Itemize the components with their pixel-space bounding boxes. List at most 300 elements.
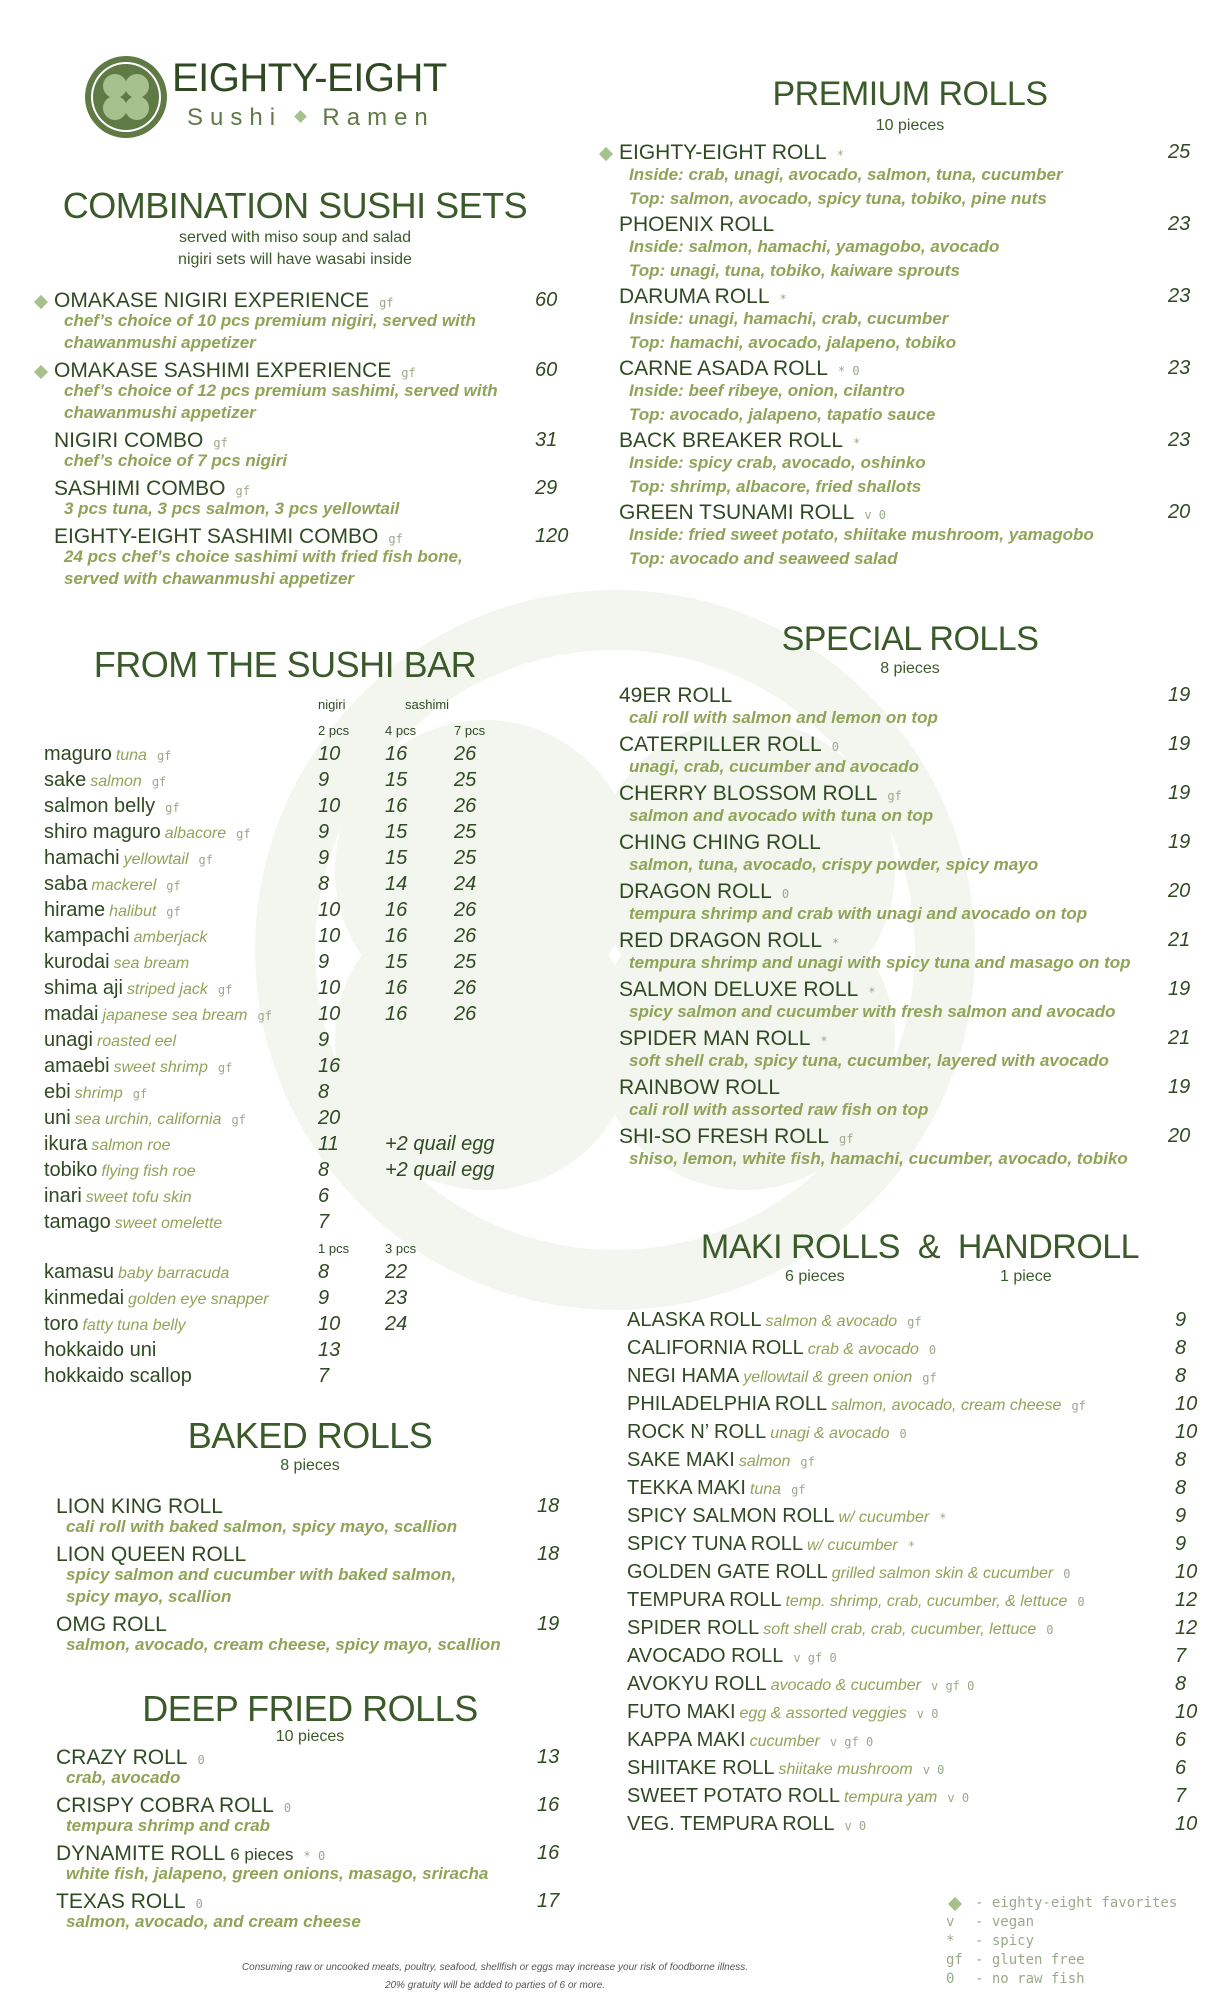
maki-item-description: w/ cucumber — [807, 1537, 898, 1554]
sushi-english: golden eye snapper — [128, 1291, 269, 1308]
item-name — [56, 1543, 246, 1567]
maki-item-tags: gf — [1071, 1399, 1086, 1413]
item-name — [619, 831, 821, 855]
sushi-bar-item — [44, 873, 181, 896]
maki-item-price: 8 — [1175, 1365, 1187, 1387]
sushi-name: hirame — [44, 899, 106, 921]
maki-item-name — [627, 1365, 937, 1388]
sushi-name: hamachi — [44, 847, 120, 869]
item-name-text: EIGHTY-EIGHT SASHIMI COMBO — [54, 525, 379, 548]
maki-item-tags: 0 — [1063, 1567, 1071, 1581]
col-head-nigiri: nigiri — [318, 697, 346, 712]
price-1pc: 9 — [318, 1287, 330, 1309]
price-sashimi-7: 25 — [454, 769, 477, 791]
sushi-tags: gf — [236, 827, 251, 841]
sushi-name: saba — [44, 873, 88, 895]
sushi-bar-item — [44, 743, 171, 766]
price-nigiri: 8 — [318, 1081, 330, 1103]
item-description: crab, avocado — [66, 1768, 181, 1787]
sushi-tags: gf — [165, 801, 180, 815]
item-price: 23 — [1168, 429, 1191, 451]
maki-item-tags: v gf 0 — [829, 1735, 874, 1749]
item-name-text: DYNAMITE ROLL — [56, 1842, 226, 1865]
price-nigiri: 6 — [318, 1185, 330, 1207]
item-price: 21 — [1168, 929, 1191, 951]
legend-symbol: gf — [946, 1952, 963, 1968]
col-head-2pcs: 2 pcs — [318, 723, 350, 738]
item-name — [54, 525, 403, 549]
sushi-bar-item — [44, 1339, 156, 1362]
item-description-2: Top: avocado and seaweed salad — [629, 549, 898, 568]
price-sashimi-4: 16 — [385, 899, 408, 921]
item-name — [619, 782, 902, 806]
maki-item-price: 12 — [1175, 1589, 1198, 1611]
price-sashimi-7: 25 — [454, 951, 477, 973]
price-sashimi-7: 25 — [454, 821, 477, 843]
legend-text: - eighty-eight favorites — [975, 1895, 1178, 1911]
item-description: Inside: crab, unagi, avocado, salmon, tuna, cucumber — [629, 165, 1063, 184]
item-tags: gf — [379, 296, 394, 310]
favorite-diamond-icon — [948, 1897, 962, 1911]
maki-item-name-text: ALASKA ROLL — [627, 1309, 762, 1331]
favorite-diamond-icon — [34, 295, 48, 309]
item-tags: gf — [388, 532, 403, 546]
item-description-2: spicy mayo, scallion — [66, 1587, 232, 1606]
legend-text: - vegan — [975, 1914, 1035, 1930]
item-tags: gf — [213, 436, 228, 450]
maki-item-name-text: TEMPURA ROLL — [627, 1589, 782, 1611]
sushi-tags: gf — [198, 853, 213, 867]
legend-text: - spicy — [975, 1933, 1035, 1949]
sushi-bar-item — [44, 1261, 229, 1284]
item-description: Inside: spicy crab, avocado, oshinko — [629, 453, 926, 472]
price-1pc: 10 — [318, 1313, 341, 1335]
price-3pc: 22 — [385, 1261, 408, 1283]
item-name — [54, 359, 416, 383]
item-name-text: LION QUEEN ROLL — [56, 1543, 247, 1566]
item-description-2: Top: hamachi, avocado, jalapeno, tobiko — [629, 333, 957, 352]
item-name — [56, 1613, 167, 1637]
item-tags: * — [779, 292, 787, 306]
item-price: 19 — [1168, 782, 1191, 804]
maki-item-name — [627, 1701, 938, 1724]
tagline-sushi: Sushi — [187, 104, 283, 131]
item-price: 19 — [1168, 733, 1191, 755]
price-sashimi-4: 16 — [385, 1003, 408, 1025]
item-price: 17 — [537, 1890, 560, 1912]
item-description: tempura shrimp and unagi with spicy tuna and masago on top — [629, 953, 1131, 972]
item-name — [619, 285, 787, 309]
sushi-english: sweet tofu skin — [85, 1189, 192, 1206]
price-1pc: 7 — [318, 1365, 330, 1387]
price-sashimi-4: +2 quail egg — [385, 1159, 495, 1181]
footer-gratuity: 20% gratuity will be added to parties of 6 or more. — [384, 1980, 606, 1991]
item-description: tempura shrimp and crab — [66, 1816, 271, 1835]
maki-item-description: cucumber — [749, 1733, 820, 1750]
item-description: salmon, avocado, and cream cheese — [66, 1912, 361, 1931]
item-description-2: Top: avocado, jalapeno, tapatio sauce — [629, 405, 936, 424]
item-name — [56, 1746, 205, 1770]
item-name — [619, 1125, 854, 1149]
sushi-english: baby barracuda — [118, 1265, 230, 1282]
sushi-name: tamago — [44, 1211, 111, 1233]
maki-item-price: 8 — [1175, 1449, 1187, 1471]
item-name-text: GREEN TSUNAMI ROLL — [619, 501, 855, 524]
item-price: 19 — [1168, 684, 1191, 706]
maki-item-description: salmon — [738, 1453, 791, 1470]
sushi-name: kinmedai — [44, 1287, 125, 1309]
item-description: salmon and avocado with tuna on top — [629, 806, 934, 825]
maki-item-name-text: SAKE MAKI — [627, 1449, 735, 1471]
item-description: Inside: salmon, hamachi, yamagobo, avocado — [629, 237, 1000, 256]
maki-item-price: 10 — [1175, 1421, 1198, 1443]
special-sub: 8 pieces — [880, 660, 940, 677]
favorite-diamond-icon — [599, 147, 613, 161]
combination-sub1: served with miso soup and salad — [178, 229, 412, 246]
price-sashimi-4: 15 — [385, 951, 408, 973]
item-name — [56, 1890, 203, 1914]
sushi-tags: gf — [166, 879, 181, 893]
maki-item-name-text: PHILADELPHIA ROLL — [627, 1393, 828, 1415]
sushi-bar-item — [44, 1029, 176, 1052]
price-nigiri: 9 — [318, 821, 330, 843]
maki-item-price: 7 — [1175, 1785, 1187, 1807]
deep-fried-title: DEEP FRIED ROLLS — [142, 1688, 478, 1729]
maki-item-name-text: NEGI HAMA — [627, 1365, 740, 1387]
item-name — [619, 213, 774, 237]
maki-item-price: 7 — [1175, 1645, 1187, 1667]
item-name — [619, 357, 860, 381]
maki-item-price: 8 — [1175, 1337, 1187, 1359]
item-tags: 0 — [831, 740, 839, 754]
price-nigiri: 10 — [318, 1003, 341, 1025]
maki-item-description: w/ cucumber — [838, 1509, 930, 1526]
sushi-english: mackerel — [91, 877, 157, 894]
item-price: 31 — [535, 429, 558, 451]
col-head-7pcs: 7 pcs — [454, 723, 486, 738]
combination-title: COMBINATION SUSHI SETS — [62, 185, 528, 226]
item-description: 3 pcs tuna, 3 pcs salmon, 3 pcs yellowtail — [64, 499, 400, 518]
item-description: chef’s choice of 12 pcs premium sashimi, served with — [64, 381, 498, 400]
maki-item-name-text: KAPPA MAKI — [627, 1729, 746, 1751]
item-name — [54, 289, 394, 313]
item-price: 60 — [535, 359, 558, 381]
item-description: Inside: unagi, hamachi, crab, cucumber — [629, 309, 949, 328]
item-description-2: chawanmushi appetizer — [64, 333, 256, 352]
price-nigiri: 10 — [318, 899, 341, 921]
maki-item-price: 10 — [1175, 1813, 1198, 1835]
sushi-bar-item — [44, 1159, 196, 1182]
maki-item-price: 9 — [1175, 1505, 1187, 1527]
sushi-bar-title: FROM THE SUSHI BAR — [93, 644, 477, 685]
sushi-english: sea urchin, california — [74, 1111, 222, 1128]
maki-item-price: 6 — [1175, 1757, 1187, 1779]
item-description-2: Top: unagi, tuna, tobiko, kaiware sprouts — [629, 261, 960, 280]
col-head-3pcs: 3 pcs — [385, 1241, 417, 1256]
maki-item-description: grilled salmon skin & cucumber — [831, 1565, 1054, 1582]
price-nigiri: 9 — [318, 1029, 330, 1051]
maki-item-name-text: CALIFORNIA ROLL — [627, 1337, 804, 1359]
sushi-name: kampachi — [44, 925, 130, 947]
price-sashimi-4: 16 — [385, 925, 408, 947]
item-price: 25 — [1168, 141, 1191, 163]
maki-item-name-text: TEKKA MAKI — [627, 1477, 746, 1499]
maki-item-tags: v 0 — [916, 1707, 939, 1721]
item-name — [619, 501, 886, 525]
price-sashimi-4: 16 — [385, 795, 408, 817]
item-tags: gf — [401, 366, 416, 380]
item-name — [54, 477, 250, 501]
item-description: cali roll with salmon and lemon on top — [629, 708, 938, 727]
maki-item-name — [627, 1561, 1070, 1584]
maki-item-tags: v gf 0 — [931, 1679, 975, 1693]
price-nigiri: 7 — [318, 1211, 330, 1233]
sushi-tags: gf — [156, 749, 172, 763]
maki-title: MAKI ROLLS & HANDROLL — [700, 1228, 1140, 1266]
maki-item-description: temp. shrimp, crab, cucumber, & lettuce — [785, 1593, 1068, 1610]
item-description: unagi, crab, cucumber and avocado — [629, 757, 920, 776]
item-name — [619, 1027, 828, 1051]
item-description-2: Top: shrimp, albacore, fried shallots — [629, 477, 922, 496]
sushi-bar-item — [44, 769, 166, 792]
legend-text: - gluten free — [975, 1952, 1085, 1968]
maki-item-name — [627, 1505, 946, 1528]
maki-item-price: 10 — [1175, 1561, 1198, 1583]
sushi-bar-item — [44, 1055, 232, 1078]
maki-sub1: 6 pieces — [785, 1268, 845, 1285]
item-price: 23 — [1168, 213, 1191, 235]
premium-title: PREMIUM ROLLS — [772, 75, 1048, 113]
sushi-bar-item — [44, 847, 213, 870]
maki-item-description: unagi & avocado — [770, 1425, 890, 1442]
item-name-text: DRAGON ROLL — [619, 880, 772, 903]
item-name-text: RED DRAGON ROLL — [619, 929, 823, 952]
maki-item-name-text: AVOKYU ROLL — [627, 1673, 767, 1695]
brand-logo — [84, 55, 168, 139]
item-name-text: BACK BREAKER ROLL — [619, 429, 844, 452]
item-name-text: NIGIRI COMBO — [54, 429, 204, 452]
sushi-bar-item — [44, 1287, 269, 1310]
sushi-bar-item — [44, 1365, 192, 1388]
item-price: 23 — [1168, 285, 1191, 307]
item-description-2: served with chawanmushi appetizer — [64, 569, 355, 588]
maki-item-name-text: SPIDER ROLL — [627, 1617, 760, 1639]
price-nigiri: 11 — [318, 1133, 339, 1155]
maki-item-tags: gf — [791, 1483, 806, 1497]
item-portion: 6 pieces — [230, 1845, 294, 1864]
item-name — [619, 1076, 780, 1100]
price-nigiri: 10 — [318, 977, 341, 999]
item-tags: v 0 — [864, 508, 887, 522]
sushi-english: albacore — [164, 825, 227, 842]
price-nigiri: 10 — [318, 743, 341, 765]
maki-item-name — [627, 1617, 1054, 1640]
item-description: Inside: fried sweet potato, shiitake mushroom, yamagobo — [629, 525, 1094, 544]
item-description: spicy salmon and cucumber with baked salmon, — [66, 1565, 457, 1584]
item-price: 13 — [537, 1746, 560, 1768]
item-name — [619, 880, 789, 904]
price-sashimi-4: +2 quail egg — [385, 1133, 495, 1155]
sushi-name: uni — [44, 1107, 71, 1129]
price-nigiri: 10 — [318, 795, 341, 817]
item-name — [54, 429, 228, 453]
price-sashimi-7: 26 — [454, 899, 477, 921]
maki-item-name-text: SHIITAKE ROLL — [627, 1757, 775, 1779]
maki-item-price: 9 — [1175, 1309, 1187, 1331]
maki-item-name-text: VEG. TEMPURA ROLL — [627, 1813, 835, 1835]
maki-item-name — [627, 1533, 915, 1556]
tagline-ramen: Ramen — [322, 104, 435, 131]
maki-item-tags: * — [939, 1511, 947, 1525]
maki-item-tags: 0 — [1077, 1595, 1085, 1609]
price-sashimi-7: 26 — [454, 795, 477, 817]
item-name — [619, 429, 860, 453]
sushi-bar-item — [44, 1003, 272, 1026]
item-name-text: 49ER ROLL — [619, 684, 733, 707]
sushi-tags: gf — [257, 1009, 272, 1023]
item-price: 23 — [1168, 357, 1191, 379]
item-price: 60 — [535, 289, 558, 311]
item-tags: * — [836, 148, 844, 162]
sushi-english: sweet omelette — [114, 1215, 223, 1232]
price-nigiri: 9 — [318, 847, 330, 869]
item-tags: 0 — [197, 1753, 205, 1767]
item-name-text: LION KING ROLL — [56, 1495, 223, 1518]
maki-item-price: 10 — [1175, 1701, 1198, 1723]
item-name-text: CHERRY BLOSSOM ROLL — [619, 782, 878, 805]
item-price: 16 — [537, 1842, 560, 1864]
item-tags: gf — [235, 484, 250, 498]
item-name-text: SHI-SO FRESH ROLL — [619, 1125, 830, 1148]
sushi-name: shiro maguro — [44, 821, 161, 843]
sushi-english: flying fish roe — [101, 1163, 196, 1180]
sushi-bar-item — [44, 795, 180, 818]
item-description: 24 pcs chef’s choice sashimi with fried fish bone, — [64, 547, 463, 566]
sushi-name: amaebi — [44, 1055, 110, 1077]
item-tags: * — [820, 1034, 828, 1048]
price-sashimi-4: 14 — [385, 873, 408, 895]
maki-item-description: avocado & cucumber — [770, 1677, 921, 1694]
brand-tagline — [187, 104, 435, 132]
item-tags: gf — [839, 1132, 854, 1146]
sushi-name: kamasu — [44, 1261, 115, 1283]
brand-name: EIGHTY-EIGHT — [172, 56, 447, 100]
item-description: cali roll with assorted raw fish on top — [629, 1100, 929, 1119]
item-name-text: CHING CHING ROLL — [619, 831, 821, 854]
maki-item-name-text: SPICY TUNA ROLL — [627, 1533, 803, 1555]
maki-item-name — [627, 1337, 936, 1360]
maki-item-name — [627, 1589, 1085, 1612]
item-name-text: EIGHTY-EIGHT ROLL — [619, 141, 827, 164]
maki-item-description: tempura yam — [844, 1789, 938, 1806]
item-description-2: Top: salmon, avocado, spicy tuna, tobiko, pine nuts — [629, 189, 1047, 208]
item-name — [619, 141, 844, 165]
item-price: 19 — [537, 1613, 560, 1635]
maki-item-name — [627, 1477, 806, 1500]
sushi-english: sweet shrimp — [113, 1059, 208, 1076]
maki-item-name — [627, 1421, 907, 1444]
maki-item-price: 8 — [1175, 1477, 1187, 1499]
diamond-icon — [294, 110, 307, 123]
legend-symbol: 0 — [946, 1971, 955, 1987]
item-price: 120 — [535, 525, 569, 547]
sushi-tags: gf — [166, 905, 181, 919]
item-name — [56, 1842, 325, 1866]
item-price: 18 — [537, 1543, 560, 1565]
maki-item-description: soft shell crab, crab, cucumber, lettuce — [763, 1621, 1037, 1638]
sushi-bar-item — [44, 925, 207, 948]
sushi-bar-item — [44, 1107, 246, 1130]
price-1pc: 8 — [318, 1261, 330, 1283]
sushi-bar-item — [44, 951, 189, 974]
item-description: tempura shrimp and crab with unagi and avocado on top — [629, 904, 1088, 923]
legend-symbol: * — [946, 1933, 955, 1949]
item-tags: 0 — [781, 887, 790, 901]
sushi-bar-item — [44, 1133, 171, 1156]
price-1pc: 13 — [318, 1339, 341, 1361]
col-head-1pcs: 1 pcs — [318, 1241, 350, 1256]
price-nigiri: 8 — [318, 873, 330, 895]
item-description: soft shell crab, spicy tuna, cucumber, layered with avocado — [629, 1051, 1109, 1070]
item-name — [619, 684, 732, 708]
maki-item-name — [627, 1393, 1086, 1416]
item-description-2: chawanmushi appetizer — [64, 403, 256, 422]
maki-item-name — [627, 1729, 873, 1752]
col-head-4pcs: 4 pcs — [385, 723, 417, 738]
maki-item-name — [627, 1449, 815, 1472]
maki-item-tags: 0 — [1046, 1623, 1054, 1637]
item-price: 21 — [1168, 1027, 1191, 1049]
sushi-name: sake — [44, 769, 87, 791]
special-title: SPECIAL ROLLS — [781, 620, 1039, 658]
maki-item-description: salmon, avocado, cream cheese — [831, 1397, 1062, 1414]
price-sashimi-4: 15 — [385, 769, 408, 791]
item-name — [56, 1495, 223, 1519]
sushi-name: toro — [44, 1313, 79, 1335]
item-name-text: TEXAS ROLL — [56, 1890, 186, 1913]
sushi-tags: gf — [217, 983, 233, 997]
item-name-text: OMAKASE SASHIMI EXPERIENCE — [54, 359, 392, 382]
item-description: shiso, lemon, white fish, hamachi, cucumber, avocado, tobiko — [629, 1149, 1128, 1168]
item-name — [619, 733, 839, 757]
maki-item-price: 12 — [1175, 1617, 1198, 1639]
maki-item-name — [627, 1813, 866, 1836]
item-name-text: DARUMA ROLL — [619, 285, 770, 308]
item-name-text: SALMON DELUXE ROLL — [619, 978, 859, 1001]
price-sashimi-7: 26 — [454, 925, 477, 947]
item-tags: * 0 — [837, 364, 860, 378]
item-tags: * 0 — [303, 1849, 326, 1863]
item-description: chef’s choice of 7 pcs nigiri — [64, 451, 287, 470]
maki-item-tags: v 0 — [947, 1791, 970, 1805]
item-price: 20 — [1168, 1125, 1191, 1147]
sushi-bar-item — [44, 1313, 186, 1336]
footer-disclaimer: Consuming raw or uncooked meats, poultry, seafood, shellfish or eggs may increase your risk of foodborne illness. — [241, 1962, 749, 1973]
item-tags: * — [853, 436, 861, 450]
sushi-tags: gf — [151, 775, 167, 789]
maki-item-tags: v 0 — [844, 1819, 867, 1833]
maki-item-price: 6 — [1175, 1729, 1187, 1751]
maki-item-tags: 0 — [928, 1343, 937, 1357]
item-description: salmon, avocado, cream cheese, spicy mayo, scallion — [66, 1635, 501, 1654]
sushi-english: striped jack — [126, 981, 208, 998]
maki-sub2: 1 piece — [1000, 1268, 1052, 1285]
sushi-name: hokkaido scallop — [44, 1365, 192, 1387]
item-price: 19 — [1168, 1076, 1191, 1098]
price-3pc: 24 — [385, 1313, 408, 1335]
sushi-name: shima aji — [44, 977, 123, 999]
maki-item-name — [627, 1309, 922, 1332]
